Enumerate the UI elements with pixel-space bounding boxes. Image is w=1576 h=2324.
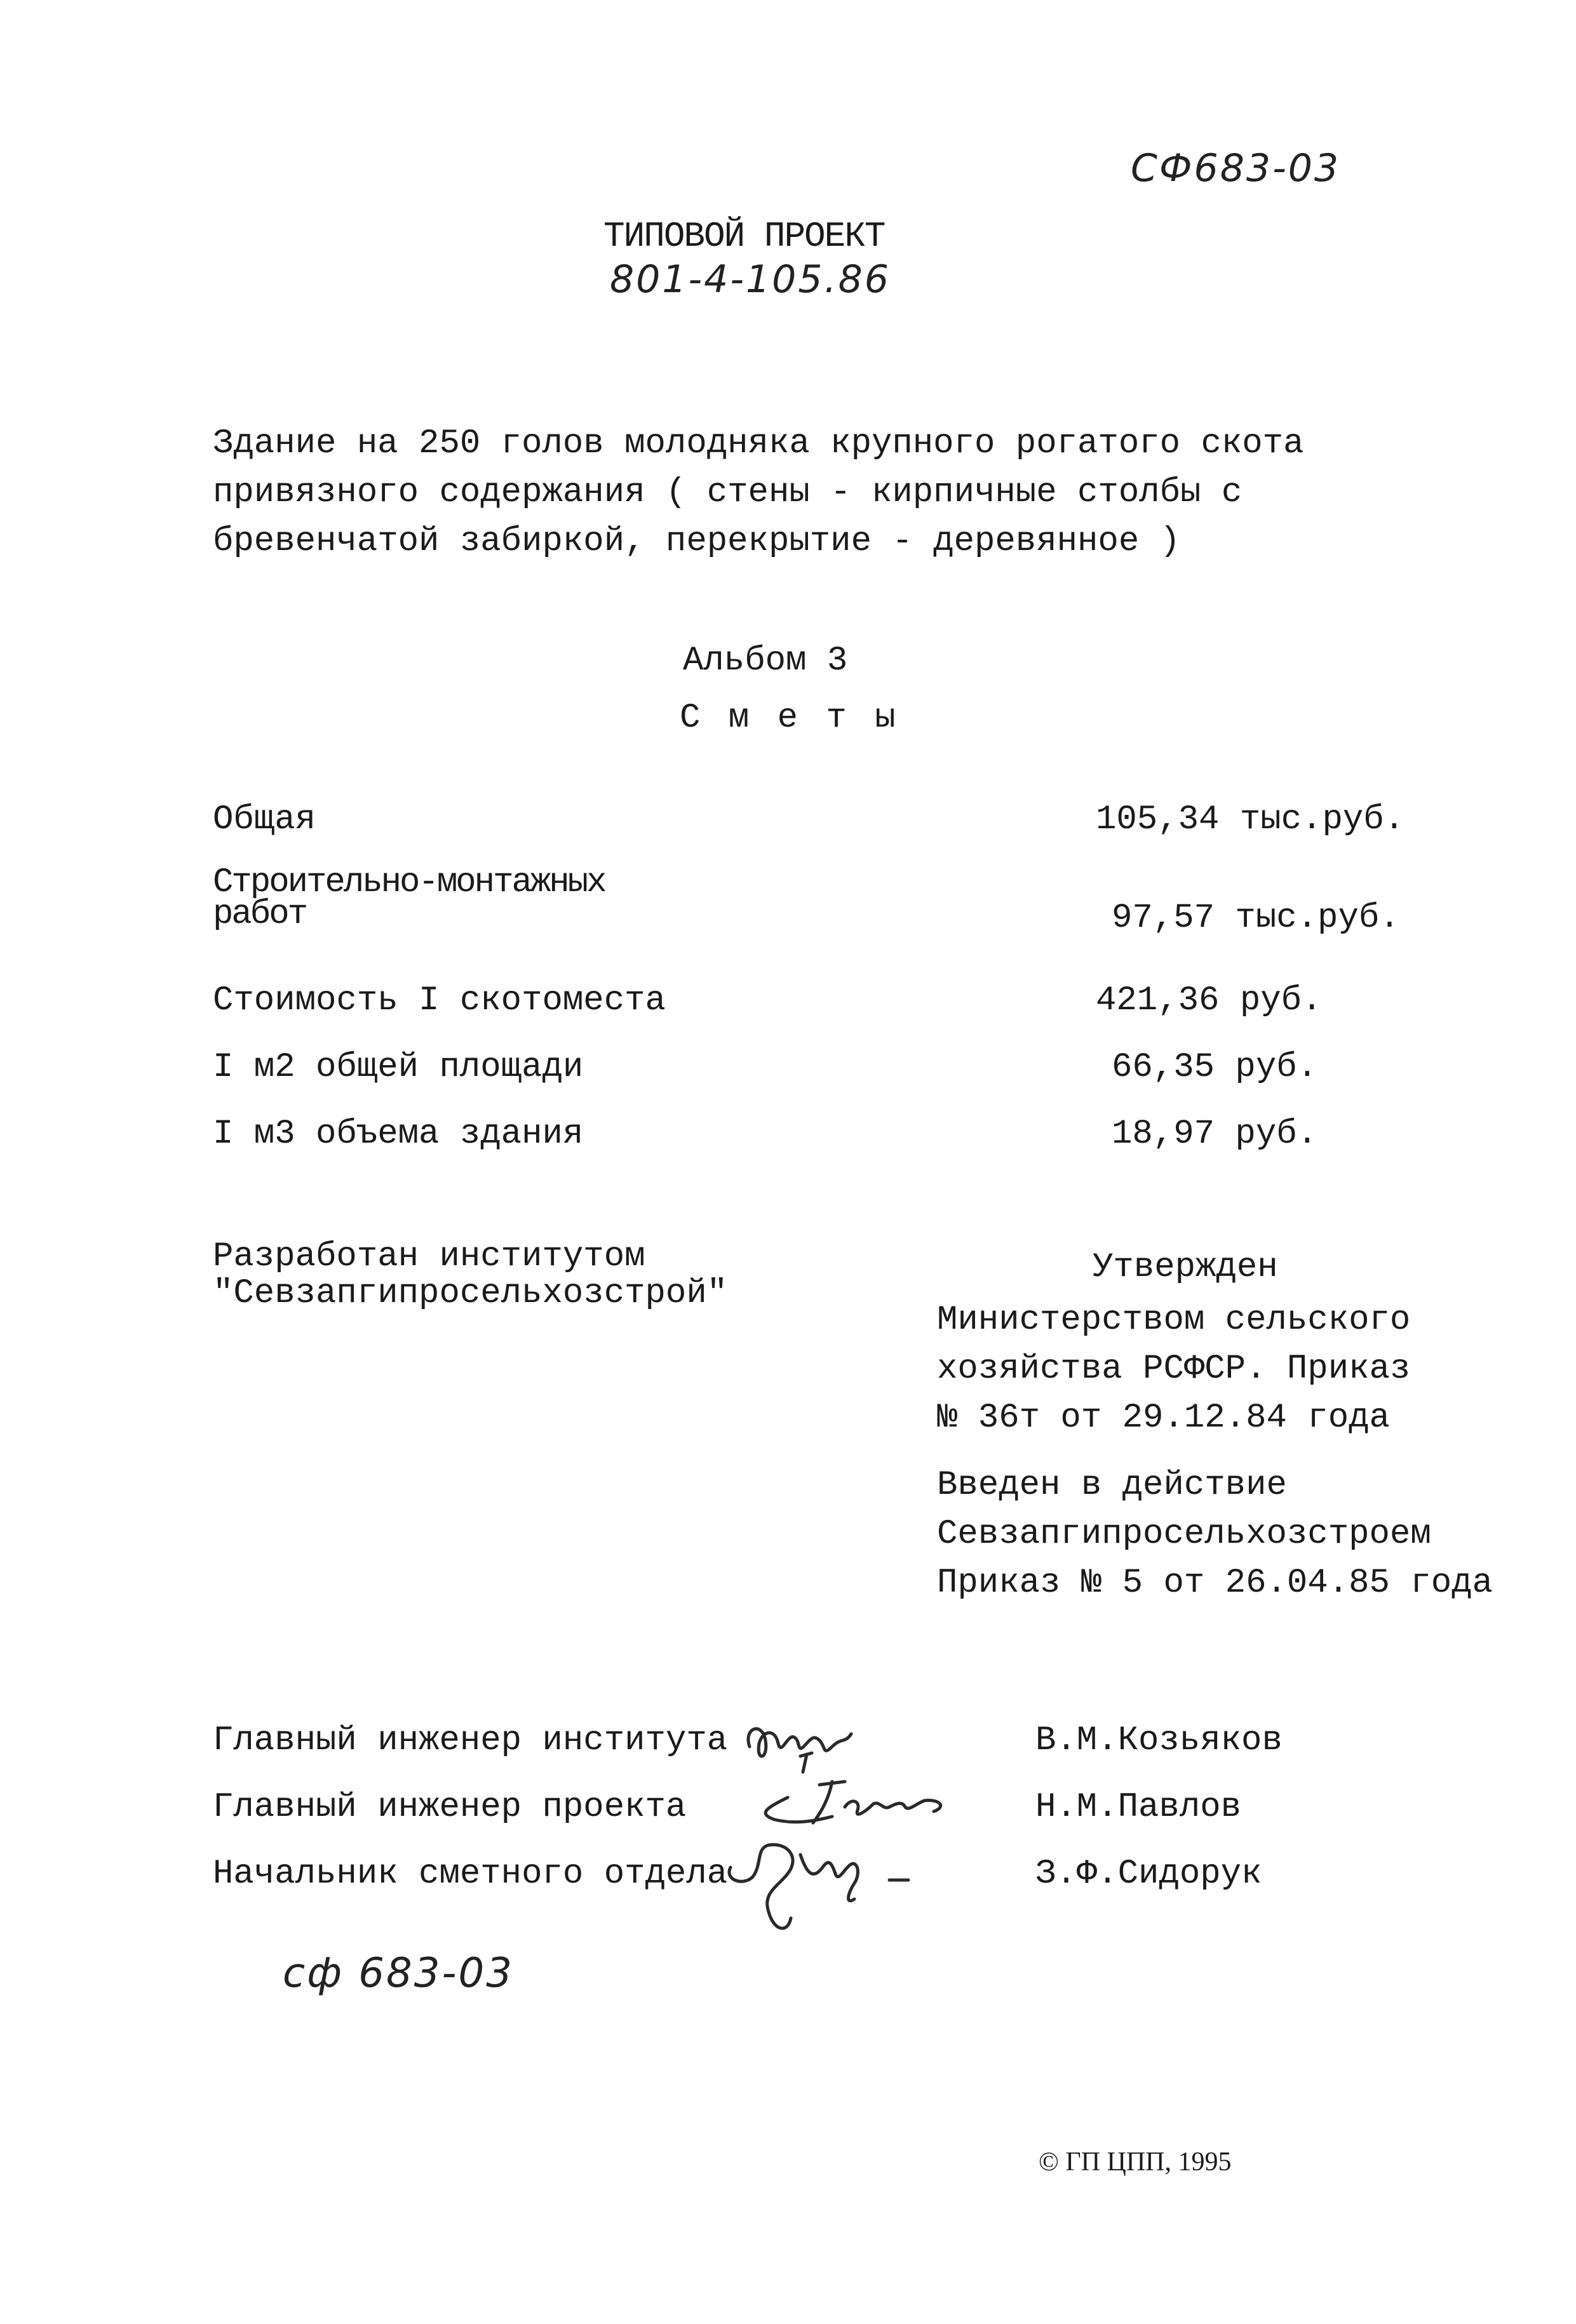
signatory-name: З.Ф.Сидорук bbox=[1035, 1855, 1262, 1893]
approval-line: № 36т от 29.12.84 года bbox=[937, 1399, 1390, 1437]
signatory-role: Начальник сметного отдела bbox=[213, 1855, 728, 1893]
cost-label-line: Строительно-монтажных bbox=[213, 863, 605, 902]
enactment-line: Севзапгипросельхозстроем bbox=[937, 1515, 1431, 1554]
building-description bbox=[213, 419, 1303, 566]
copyright-notice: © ГП ЦПП, 1995 bbox=[1039, 2147, 1232, 2177]
cost-value-per-m2: 66,35 руб. bbox=[1112, 1048, 1318, 1087]
signatory-role: Главный инженер проекта bbox=[213, 1788, 687, 1827]
cost-label-total: Общая bbox=[213, 800, 316, 839]
handwritten-archive-code: сф 683-03 bbox=[283, 1950, 514, 1997]
developer-line: Разработан институтом bbox=[213, 1237, 645, 1276]
signatory-name: В.М.Козьяков bbox=[1035, 1721, 1283, 1760]
description-line: бревенчатой забиркой, перекрытие - деревянное ) bbox=[213, 522, 1181, 561]
cost-label-per-m3: I м3 объема здания bbox=[213, 1115, 584, 1153]
cost-label-per-m2: I м2 общей площади bbox=[213, 1048, 584, 1087]
approval-title: Утвержден bbox=[1093, 1248, 1278, 1287]
document-title: ТИПОВОЙ ПРОЕКТ bbox=[603, 216, 885, 257]
description-line: привязного содержания ( стены - кирпичные столбы с bbox=[213, 473, 1243, 512]
signature-3 bbox=[718, 1829, 927, 1950]
album-label: Альбом 3 bbox=[683, 641, 848, 680]
album-subtitle: С м е т ы bbox=[680, 699, 899, 737]
cost-label-per-animal: Стоимость I скотоместа bbox=[213, 981, 666, 1020]
enactment-block bbox=[937, 1461, 1493, 1608]
approval-line: Министерством сельского bbox=[937, 1301, 1411, 1340]
cost-label-line: работ bbox=[213, 895, 307, 934]
enactment-line: Приказ № 5 от 26.04.85 года bbox=[937, 1564, 1493, 1602]
approval-line: хозяйства РСФСР. Приказ bbox=[937, 1350, 1411, 1388]
approval-block bbox=[937, 1296, 1410, 1442]
signatory-name: Н.М.Павлов bbox=[1035, 1788, 1242, 1827]
cost-value-per-m3: 18,97 руб. bbox=[1112, 1115, 1318, 1153]
cost-value-construction: 97,57 тыс.руб. bbox=[1112, 899, 1400, 937]
developer-institute: "Севзапгипросельхозстрой" bbox=[213, 1274, 728, 1313]
description-line: Здание на 250 голов молодняка крупного рогатого скота bbox=[213, 424, 1304, 463]
cost-value-total: 105,34 тыс.руб. bbox=[1096, 800, 1405, 839]
cost-value-per-animal: 421,36 руб. bbox=[1096, 981, 1323, 1020]
cost-label-construction bbox=[213, 863, 605, 934]
signature-1 bbox=[737, 1709, 864, 1778]
developer-block bbox=[213, 1239, 727, 1312]
archive-code: СФ683-03 bbox=[1131, 146, 1341, 191]
signatory-role: Главный инженер института bbox=[213, 1721, 728, 1760]
project-number: 801-4-105.86 bbox=[610, 257, 891, 302]
enactment-line: Введен в действие bbox=[937, 1466, 1287, 1505]
